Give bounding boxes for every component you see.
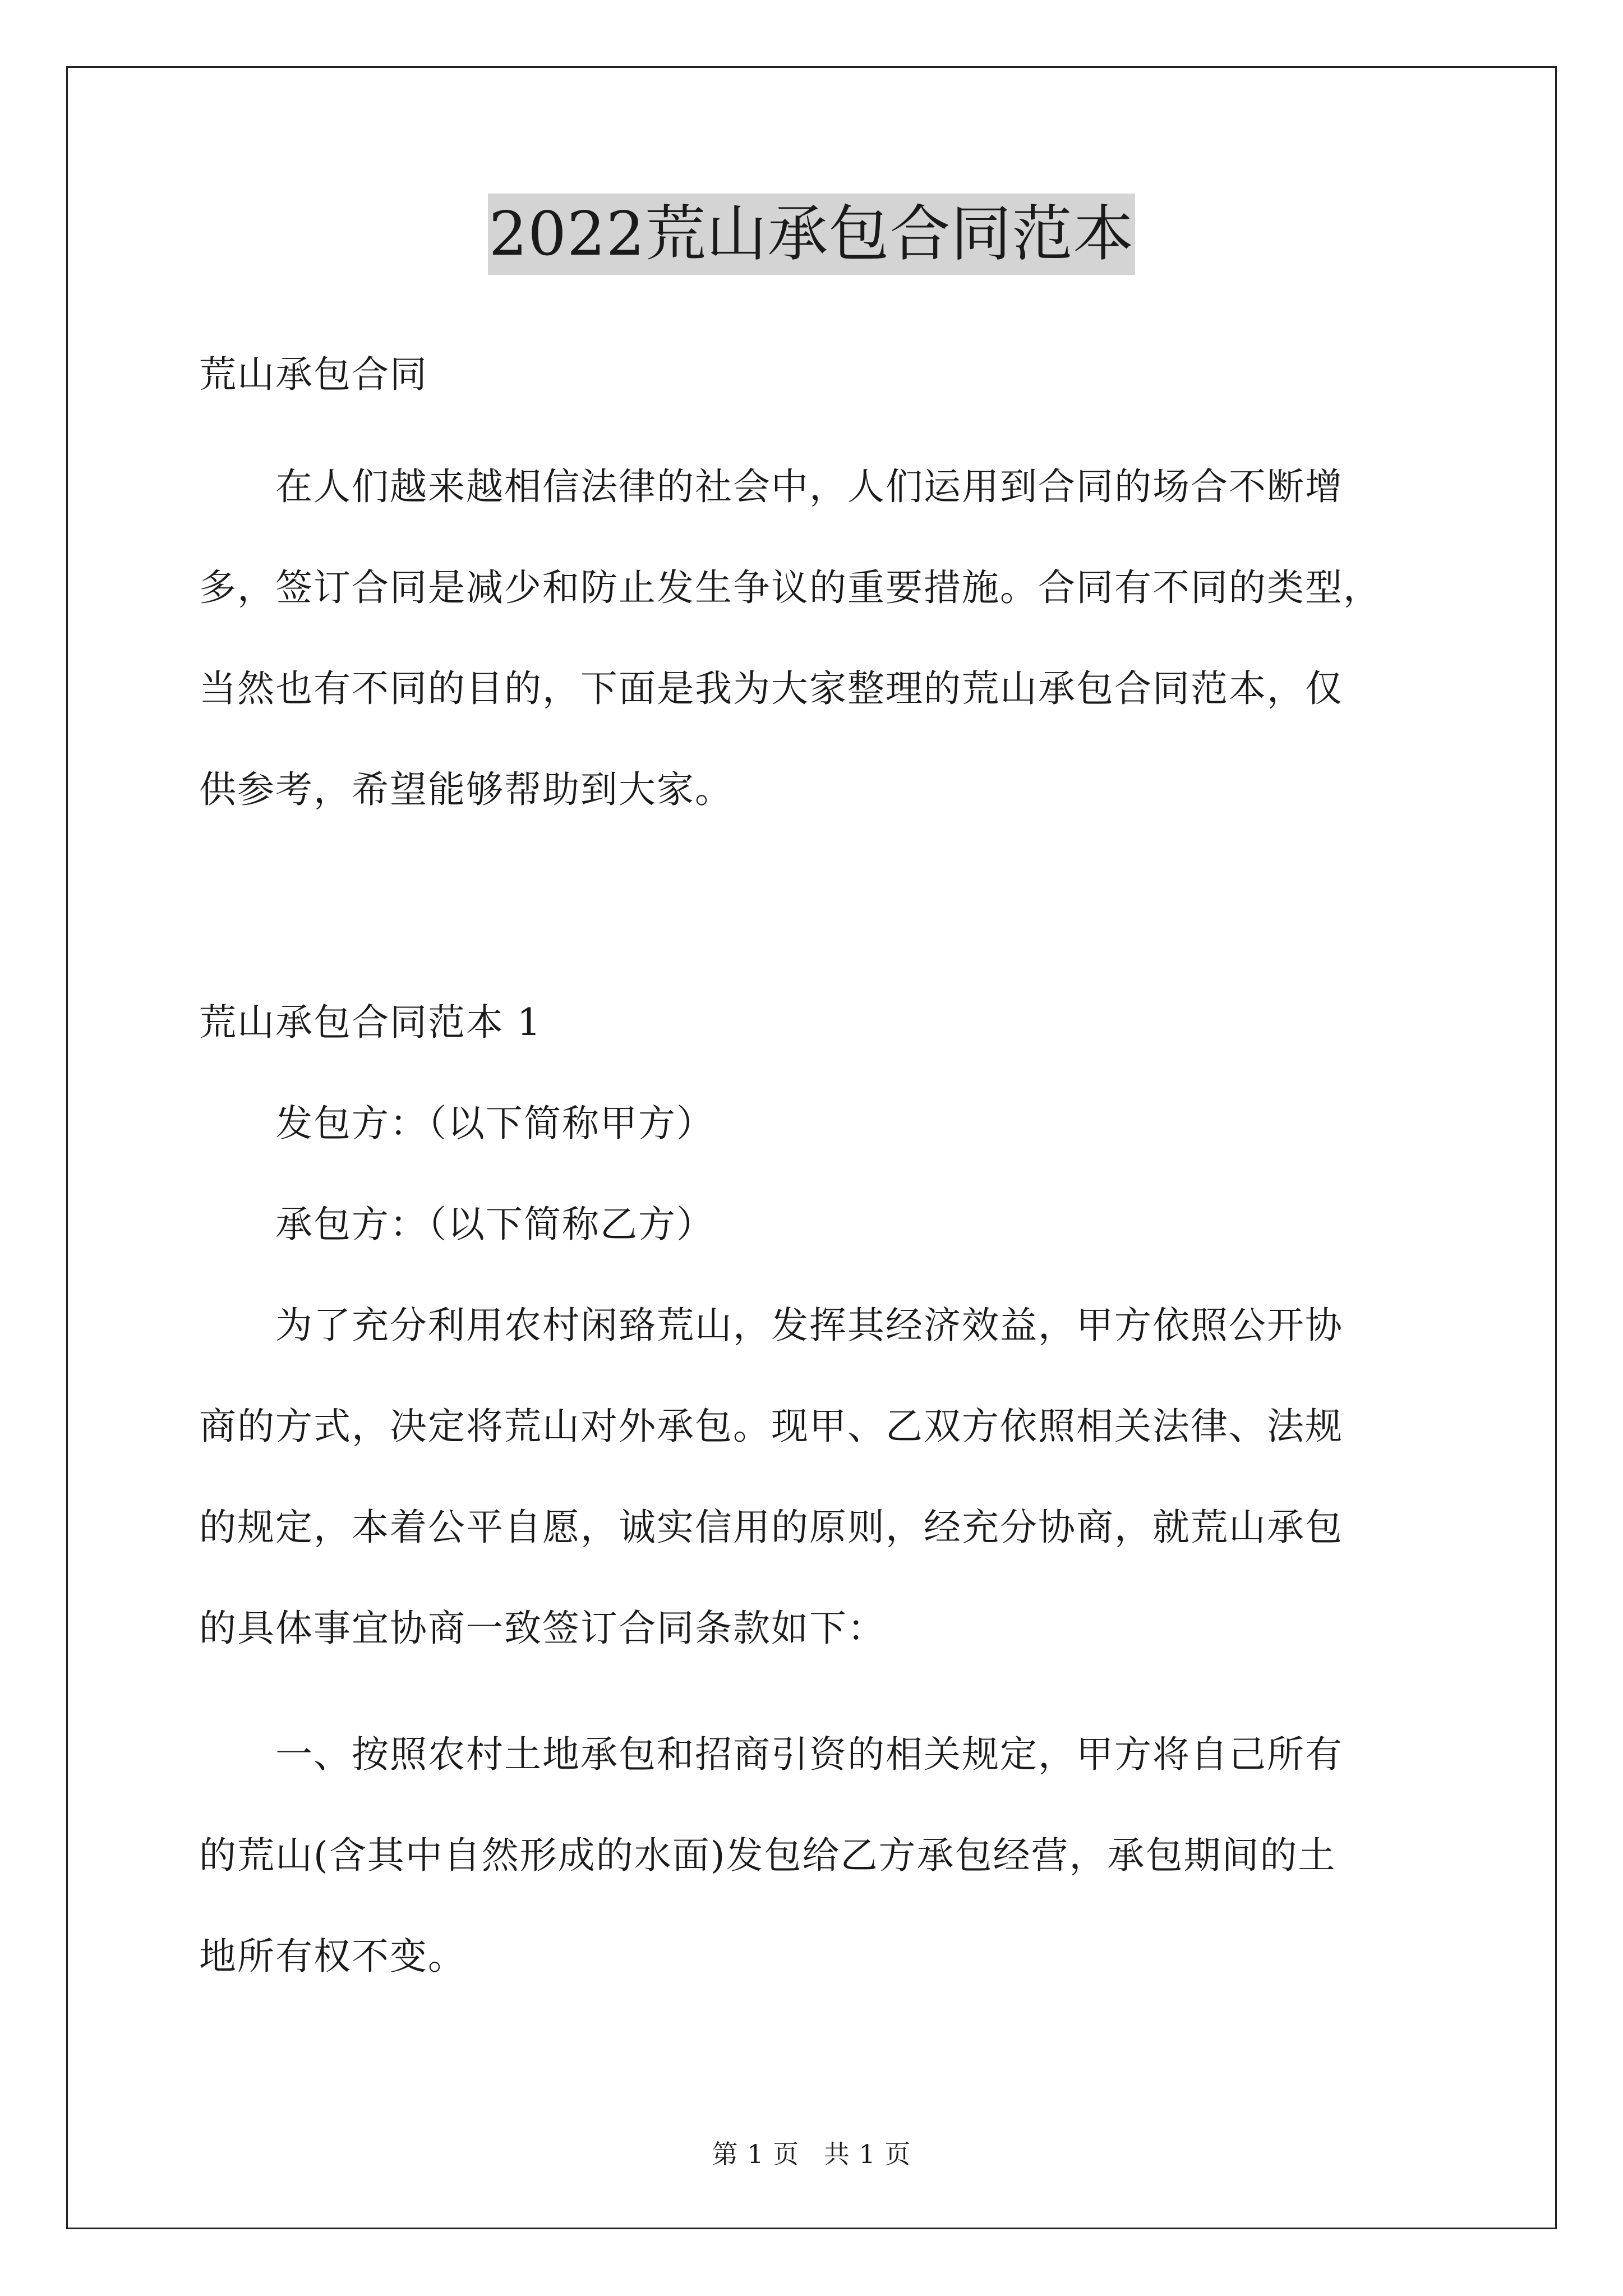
paragraph-line: 为了充分利用农村闲臵荒山，发挥其经济效益，甲方依照公开协 — [199, 1304, 1343, 1347]
paragraph-line: 的规定，本着公平自愿，诚实信用的原则，经充分协商，就荒山承包 — [199, 1506, 1343, 1549]
paragraph-line: 承包方：（以下简称乙方） — [199, 1203, 714, 1246]
paragraph-line: 多，签订合同是减少和防止发生争议的重要措施。合同有不同的类型， — [199, 566, 1381, 609]
paragraph-line: 一、按照农村土地承包和招商引资的相关规定，甲方将自己所有 — [199, 1733, 1343, 1776]
page-number: 第 1 页 — [712, 2139, 800, 2169]
page-footer — [0, 2137, 1623, 2171]
paragraph-line: 当然也有不同的目的，下面是我为大家整理的荒山承包合同范本，仅 — [199, 667, 1343, 710]
paragraph-line: 商的方式，决定将荒山对外承包。现甲、乙双方依照相关法律、法规 — [199, 1405, 1343, 1448]
paragraph-line: 的具体事宜协商一致签订合同条款如下： — [199, 1607, 886, 1650]
paragraph-line: 在人们越来越相信法律的社会中，人们运用到合同的场合不断增 — [199, 465, 1343, 508]
paragraph-line: 地所有权不变。 — [199, 1935, 466, 1978]
paragraph-line: 供参考，希望能够帮助到大家。 — [199, 768, 733, 811]
title-container — [0, 194, 1623, 275]
paragraph-line: 的荒山(含其中自然形成的水面)发包给乙方承包经营，承包期间的土 — [199, 1834, 1336, 1877]
paragraph-line: 发包方：（以下简称甲方） — [199, 1102, 714, 1145]
section-heading: 荒山承包合同范本 1 — [199, 1001, 542, 1044]
document-title: 2022荒山承包合同范本 — [488, 194, 1136, 275]
page-total: 共 1 页 — [823, 2139, 911, 2169]
paragraph-line: 荒山承包合同 — [199, 353, 428, 396]
